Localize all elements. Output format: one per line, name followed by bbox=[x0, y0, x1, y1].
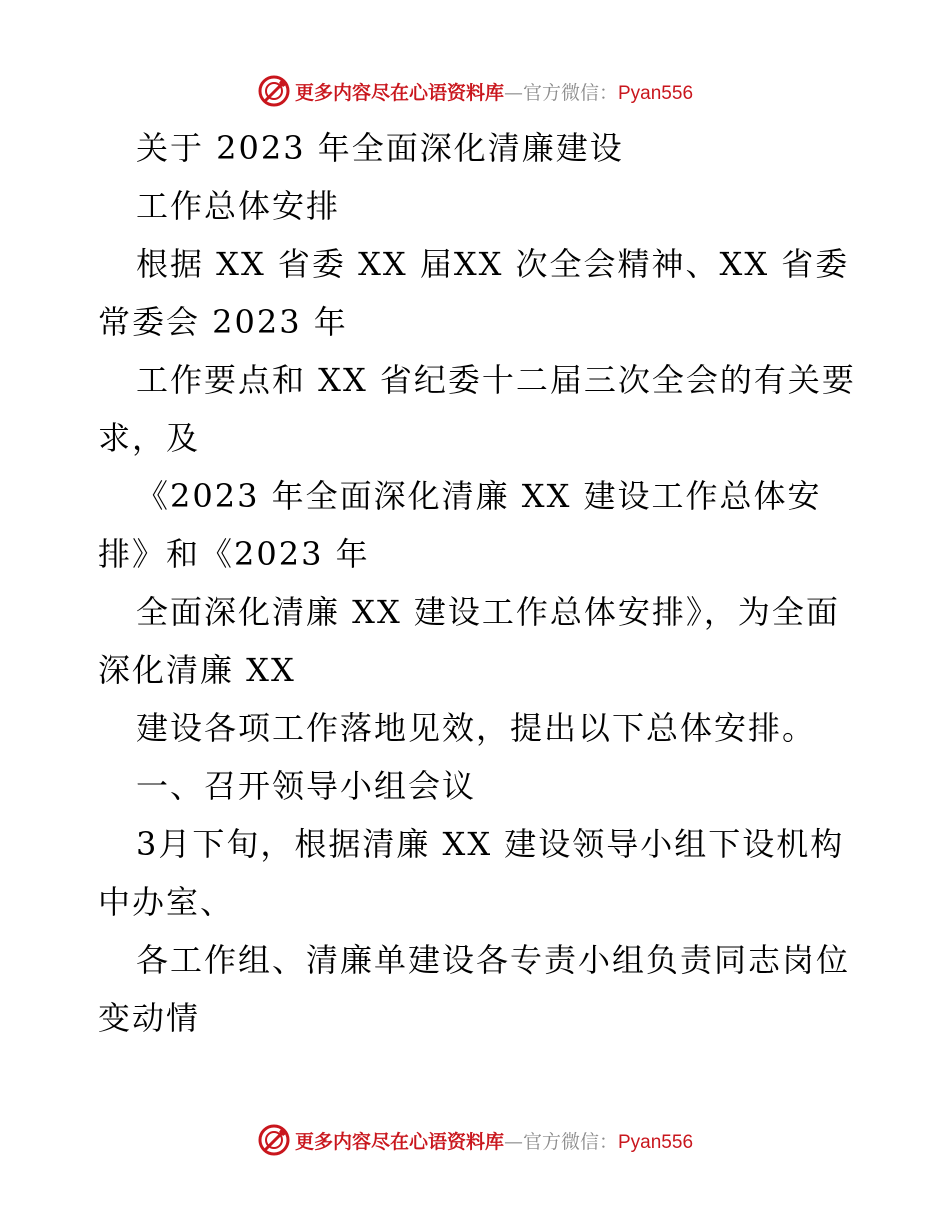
doc-line: 各工作组、清廉单建设各专责小组负责同志岗位 bbox=[136, 941, 851, 979]
watermark-dash: — bbox=[503, 1130, 523, 1153]
doc-title-line-2: 工作总体安排 bbox=[136, 187, 341, 225]
seal-logo-icon bbox=[257, 1123, 291, 1157]
doc-line: 中办室、 bbox=[98, 883, 235, 921]
doc-title-line-1: 关于 2023 年全面深化清廉建设 bbox=[136, 129, 624, 167]
doc-line: 建设各项工作落地见效，提出以下总体安排。 bbox=[136, 709, 817, 747]
doc-line: 根据 XX 省委 XX 届XX 次全会精神、XX 省委 bbox=[136, 245, 850, 283]
watermark-site-text: 更多内容尽在心语资料库 bbox=[294, 1130, 504, 1153]
watermark-wechat-label: 官方微信： bbox=[522, 81, 618, 104]
doc-line: 排》和《2023 年 bbox=[98, 535, 370, 573]
footer-watermark bbox=[0, 1120, 950, 1160]
doc-line: 工作要点和 XX 省纪委十二届三次全会的有关要 bbox=[136, 361, 856, 399]
doc-line: 全面深化清廉 XX 建设工作总体安排》，为全面 bbox=[136, 593, 840, 631]
doc-line: 《2023 年全面深化清廉 XX 建设工作总体安 bbox=[136, 477, 822, 515]
watermark-wechat-handle: Pyan556 bbox=[618, 82, 694, 104]
doc-line: 3月下旬，根据清廉 XX 建设领导小组下设机构 bbox=[136, 825, 845, 863]
doc-line: 变动情 bbox=[98, 999, 201, 1037]
watermark-wechat-handle: Pyan556 bbox=[618, 1131, 694, 1153]
doc-line: 深化清廉 XX bbox=[98, 651, 296, 689]
watermark-text bbox=[295, 1127, 693, 1154]
watermark-site-text: 更多内容尽在心语资料库 bbox=[294, 81, 504, 104]
doc-line: 求，及 bbox=[98, 419, 201, 457]
section-heading: 一、召开领导小组会议 bbox=[136, 767, 477, 805]
doc-line: 常委会 2023 年 bbox=[98, 303, 348, 341]
watermark-dash: — bbox=[503, 81, 523, 104]
watermark-wechat-label: 官方微信： bbox=[522, 1130, 618, 1153]
